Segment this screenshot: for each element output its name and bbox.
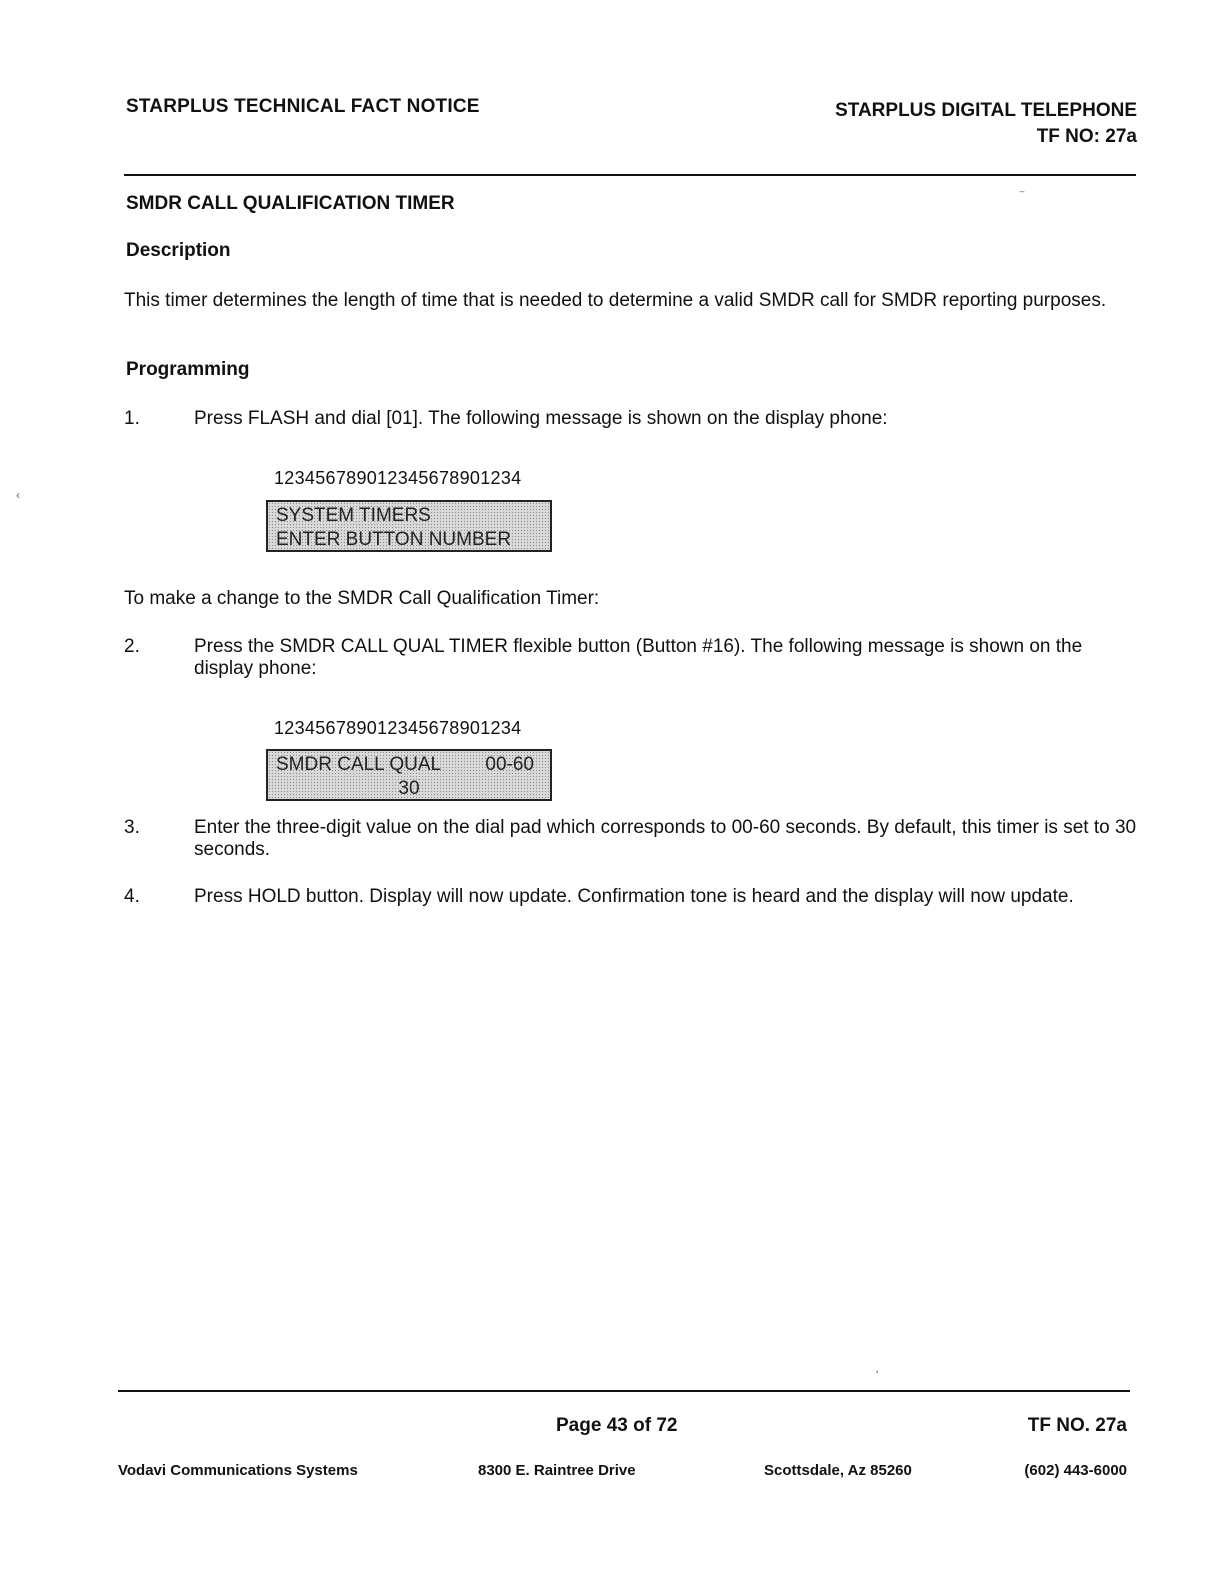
footer-divider xyxy=(118,1390,1130,1392)
display-ruler: 123456789012345678901234 xyxy=(274,718,522,738)
lcd-value: 30 xyxy=(398,778,420,799)
footer-city: Scottsdale, Az 85260 xyxy=(764,1462,912,1479)
lcd-line xyxy=(276,753,542,777)
header-divider xyxy=(124,174,1136,176)
lcd-line: ENTER BUTTON NUMBER xyxy=(276,529,512,550)
footer-tf-number: TF NO. 27a xyxy=(1027,1415,1127,1436)
description-text: This timer determines the length of time that is needed to determine a valid SMDR call for SMDR reporting purposes. xyxy=(124,290,1107,311)
step-number: 2. xyxy=(124,636,140,657)
section-title: SMDR CALL QUALIFICATION TIMER xyxy=(126,193,455,214)
step-number: 3. xyxy=(124,817,140,838)
lcd-display xyxy=(266,749,552,801)
step-text: Press HOLD button. Display will now update. Confirmation tone is heard and the display will now update. xyxy=(194,886,1074,907)
step-text: Enter the three-digit value on the dial pad which corresponds to 00-60 seconds. By default, this timer is set to 30 seconds. xyxy=(194,817,1137,860)
footer-phone: (602) 443-6000 xyxy=(1024,1462,1127,1479)
scan-mark: ‹ xyxy=(16,488,20,502)
scan-mark: ' xyxy=(876,1368,879,1382)
header-right xyxy=(835,98,1137,150)
footer-company: Vodavi Communications Systems xyxy=(118,1462,358,1479)
lcd-range: 00-60 xyxy=(485,754,534,775)
lcd-label: SMDR CALL QUAL xyxy=(276,754,442,775)
change-intro-text: To make a change to the SMDR Call Qualification Timer: xyxy=(124,588,600,609)
footer-address: 8300 E. Raintree Drive xyxy=(478,1462,636,1479)
step-text: Press the SMDR CALL QUAL TIMER flexible button (Button #16). The following message is shown on the display phone: xyxy=(194,636,1083,679)
display-ruler: 123456789012345678901234 xyxy=(274,468,522,488)
header-right-line2: TF NO: 27a xyxy=(1036,126,1137,147)
lcd-line: SYSTEM TIMERS xyxy=(276,505,431,526)
step-text: Press FLASH and dial [01]. The following message is shown on the display phone: xyxy=(194,408,888,429)
step-number: 1. xyxy=(124,408,140,429)
header-right-line1: STARPLUS DIGITAL TELEPHONE xyxy=(835,100,1137,121)
page-number: Page 43 of 72 xyxy=(556,1415,678,1436)
scan-mark: ‾ xyxy=(1020,190,1024,204)
programming-heading: Programming xyxy=(126,359,250,380)
description-heading: Description xyxy=(126,240,231,261)
step-number: 4. xyxy=(124,886,140,907)
header-left-title: STARPLUS TECHNICAL FACT NOTICE xyxy=(126,96,480,117)
lcd-display xyxy=(266,500,552,552)
